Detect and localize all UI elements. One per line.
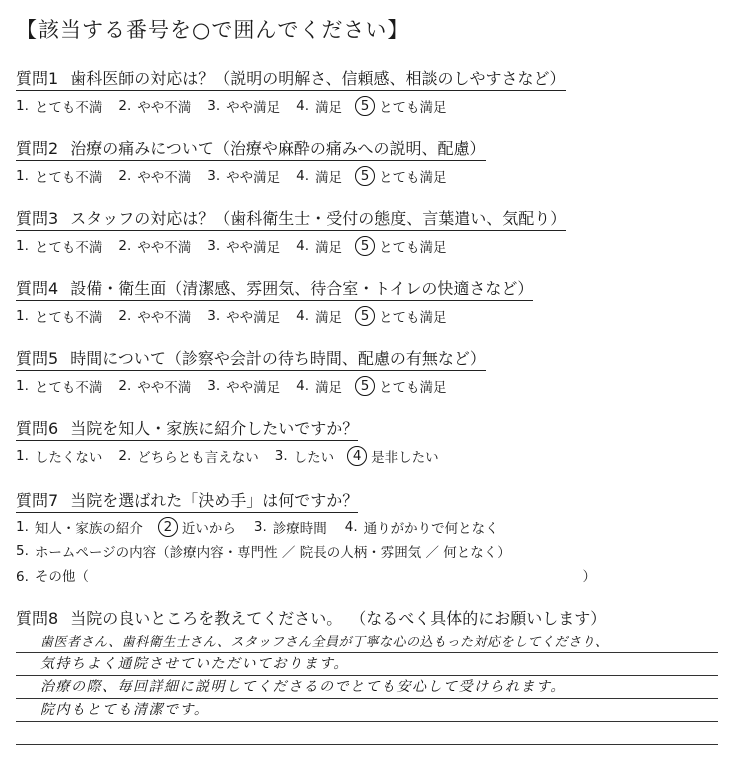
option-1[interactable]: 1. 知人・家族の紹介 bbox=[16, 519, 143, 537]
answer-options-row-2 bbox=[16, 541, 716, 561]
question-heading bbox=[16, 346, 486, 371]
answer-options bbox=[16, 96, 716, 116]
question-number: 質問8 bbox=[16, 609, 59, 628]
option-2[interactable]: 2. やや不満 bbox=[118, 98, 192, 116]
question-5 bbox=[16, 346, 716, 396]
question-heading bbox=[16, 206, 566, 231]
option-3[interactable]: 3. やや満足 bbox=[207, 378, 281, 396]
option-4[interactable]: 4. 満足 bbox=[296, 378, 343, 396]
option-4[interactable]: 4. 通りがかりで何となく bbox=[344, 519, 499, 537]
answer-options bbox=[16, 306, 716, 326]
question-text: 当院を選ばれた「決め手」は何ですか？ bbox=[70, 491, 359, 510]
question-note: （なるべく具体的にお願いします） bbox=[358, 609, 607, 628]
option-4-circled[interactable]: 4 是非したい bbox=[350, 446, 439, 466]
handwritten-line: 気持ちよく通院させていただいております。 bbox=[40, 656, 349, 672]
ruled-line bbox=[16, 653, 718, 676]
option-3[interactable]: 3. 診療時間 bbox=[253, 519, 327, 537]
question-text: 時間について（診察や会計の待ち時間、配慮の有無など） bbox=[70, 349, 486, 368]
option-3[interactable]: 3. やや満足 bbox=[207, 98, 281, 116]
selected-circle: 2 bbox=[158, 517, 178, 537]
option-6-other[interactable]: 6. その他（ ） bbox=[16, 569, 596, 585]
question-heading bbox=[16, 606, 716, 629]
question-number: 質問5 bbox=[16, 349, 59, 368]
question-heading bbox=[16, 136, 486, 161]
question-4 bbox=[16, 276, 716, 326]
option-2[interactable]: 2. やや不満 bbox=[118, 378, 192, 396]
option-4[interactable]: 4. 満足 bbox=[296, 308, 343, 326]
question-heading bbox=[16, 488, 358, 513]
option-2[interactable]: 2. やや不満 bbox=[118, 308, 192, 326]
question-number: 質問1 bbox=[16, 69, 59, 88]
page-title: 【該当する番号を○で囲んでください】 bbox=[16, 18, 410, 42]
selected-circle: 5 bbox=[355, 166, 375, 186]
option-1[interactable]: 1. とても不満 bbox=[16, 168, 103, 186]
option-2-circled[interactable]: 2 近いから bbox=[161, 517, 236, 537]
option-2[interactable]: 2. やや不満 bbox=[118, 168, 192, 186]
option-1[interactable]: 1. とても不満 bbox=[16, 98, 103, 116]
question-heading bbox=[16, 66, 566, 91]
option-2[interactable]: 2. やや不満 bbox=[118, 238, 192, 256]
ruled-line bbox=[16, 630, 718, 653]
ruled-line bbox=[16, 722, 718, 745]
question-text: スタッフの対応は？（歯科衛生士・受付の態度、言葉遣い、気配り） bbox=[70, 209, 567, 228]
option-3[interactable]: 3. やや満足 bbox=[207, 238, 281, 256]
answer-options bbox=[16, 376, 716, 396]
question-text: 治療の痛みについて（治療や麻酔の痛みへの説明、配慮） bbox=[70, 139, 486, 158]
option-3[interactable]: 3. したい bbox=[274, 448, 335, 466]
option-1[interactable]: 1. とても不満 bbox=[16, 378, 103, 396]
handwritten-line: 院内もとても清潔です。 bbox=[40, 702, 210, 718]
option-5-circled[interactable]: 5 とても満足 bbox=[358, 306, 447, 326]
comment-area[interactable] bbox=[16, 630, 718, 745]
selected-circle: 5 bbox=[355, 306, 375, 326]
option-5-circled[interactable]: 5 とても満足 bbox=[358, 166, 447, 186]
option-1[interactable]: 1. とても不満 bbox=[16, 308, 103, 326]
question-2 bbox=[16, 136, 716, 186]
question-7 bbox=[16, 488, 716, 585]
handwritten-line: 治療の際、毎回詳細に説明してくださるのでとても安心して受けられます。 bbox=[40, 679, 566, 695]
option-1[interactable]: 1. とても不満 bbox=[16, 238, 103, 256]
answer-options bbox=[16, 446, 716, 466]
answer-options-row-3 bbox=[16, 565, 716, 585]
answer-options-row-1 bbox=[16, 517, 716, 537]
ruled-line bbox=[16, 676, 718, 699]
handwritten-line: 歯医者さん、歯科衛生士さん、スタッフさん全員が丁寧な心の込もった対応をしてくださり、 bbox=[40, 635, 609, 650]
answer-options bbox=[16, 236, 716, 256]
option-5[interactable]: 5. ホームページの内容（診療内容・専門性 ／ 院長の人柄・雰囲気 ／ 何となく） bbox=[16, 543, 511, 561]
question-number: 質問7 bbox=[16, 491, 59, 510]
option-2[interactable]: 2. どちらとも言えない bbox=[118, 448, 259, 466]
question-heading bbox=[16, 276, 533, 301]
option-4[interactable]: 4. 満足 bbox=[296, 98, 343, 116]
question-heading bbox=[16, 416, 358, 441]
question-number: 質問3 bbox=[16, 209, 59, 228]
option-1[interactable]: 1. したくない bbox=[16, 448, 103, 466]
question-6 bbox=[16, 416, 716, 466]
ruled-line bbox=[16, 699, 718, 722]
question-text: 設備・衛生面（清潔感、雰囲気、待合室・トイレの快適さなど） bbox=[70, 279, 534, 298]
question-text: 当院を知人・家族に紹介したいですか？ bbox=[70, 419, 359, 438]
selected-circle: 4 bbox=[347, 446, 367, 466]
option-3[interactable]: 3. やや満足 bbox=[207, 308, 281, 326]
question-3 bbox=[16, 206, 716, 256]
question-1 bbox=[16, 66, 716, 116]
question-text: 歯科医師の対応は？（説明の明解さ、信頼感、相談のしやすさなど） bbox=[70, 69, 566, 88]
option-5-circled[interactable]: 5 とても満足 bbox=[358, 96, 447, 116]
answer-options bbox=[16, 166, 716, 186]
selected-circle: 5 bbox=[355, 236, 375, 256]
selected-circle: 5 bbox=[355, 376, 375, 396]
question-number: 質問2 bbox=[16, 139, 59, 158]
option-5-circled[interactable]: 5 とても満足 bbox=[358, 236, 447, 256]
question-8 bbox=[16, 606, 716, 629]
question-number: 質問6 bbox=[16, 419, 59, 438]
option-5-circled[interactable]: 5 とても満足 bbox=[358, 376, 447, 396]
option-3[interactable]: 3. やや満足 bbox=[207, 168, 281, 186]
question-text: 当院の良いところを教えてください。 bbox=[70, 609, 343, 628]
selected-circle: 5 bbox=[355, 96, 375, 116]
option-4[interactable]: 4. 満足 bbox=[296, 168, 343, 186]
question-number: 質問4 bbox=[16, 279, 59, 298]
option-4[interactable]: 4. 満足 bbox=[296, 238, 343, 256]
